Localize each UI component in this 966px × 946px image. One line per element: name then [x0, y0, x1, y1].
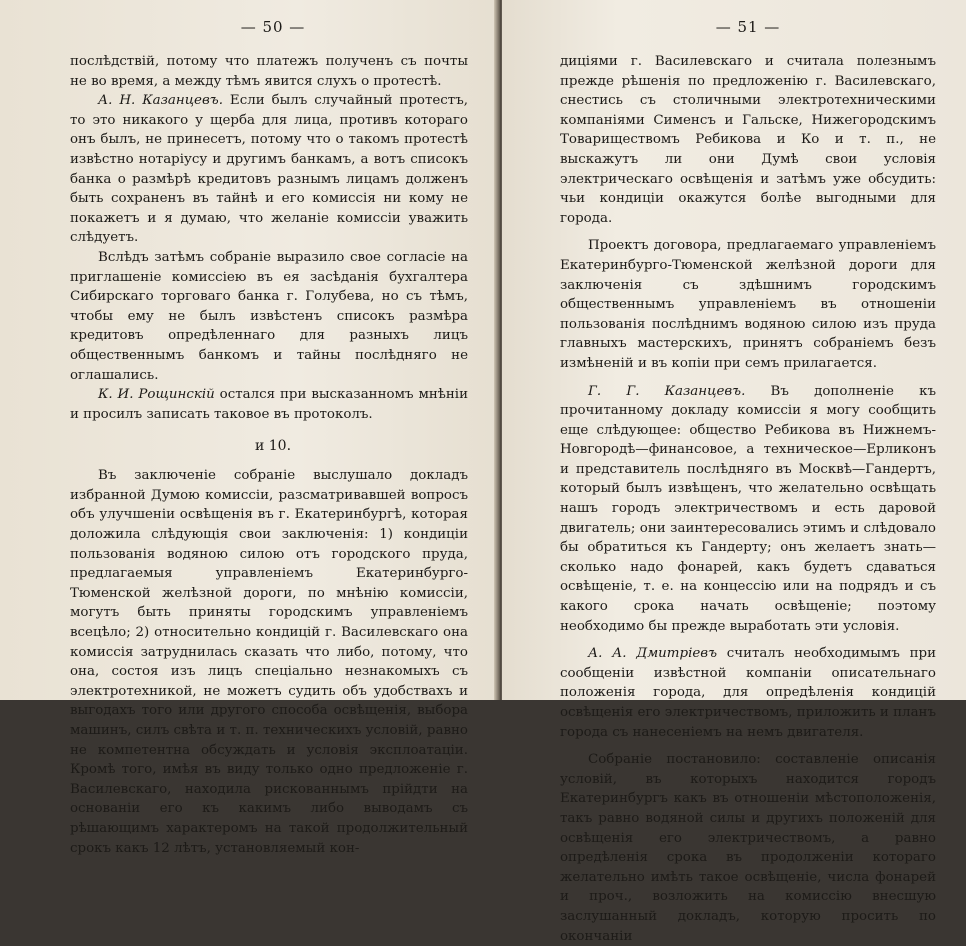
- paragraph-resolution: Собраніе постановило: составленіе описанія условій, въ которыхъ находится городъ Екатеринбургъ какъ въ отношеніи мѣстоположенія, такъ равно водяной силы и другихъ положеній для освѣщенія его электричествомъ, а равно опредѣленія срока въ продолженіи котораго желательно имѣть такое освѣщеніе, числа фонарей и проч., возложить на комиссію внесшую заслушанный докладъ, которую просить по окончаніи: [560, 752, 936, 944]
- paragraph-roshchinsky: [70, 385, 468, 424]
- speaker-name: А. А. Дмитріевъ: [588, 646, 718, 662]
- speaker-name: А. Н. Казанцевъ.: [98, 93, 223, 109]
- left-page: [0, 0, 498, 856]
- right-page: [502, 0, 966, 944]
- paragraph-contract-draft: Проектъ договора, предлагаемаго управленіемъ Екатеринбурго-Тюменской желѣзной дороги для заключенія съ здѣшнимъ городскимъ общественнымъ управленіемъ въ отношеніи пользованія послѣднимъ водяною силою изъ пруда главныхъ мастерскихъ, принятъ собраніемъ безъ измѣненій и въ копіи при семъ прилагается.: [560, 238, 936, 371]
- speaker-text: Въ дополненіе къ прочитанному докладу комиссіи я могу сообщить еще слѣдующее: общество Ребикова въ Нижнемъ-Новгородѣ—финансовое, а техническое—Ерликонъ и представитель послѣдняго въ Москвѣ—Гандертъ, который былъ извѣщенъ, что желательно освѣщать нашъ городъ электричествомъ и есть даровой двигатель; они заинтересовались этимъ и слѣдовало бы обратиться къ Гандерту; онъ желаетъ знать—сколько надо фонарей, какъ будетъ сдаваться освѣщеніе, т. е. на концессію или на подрядъ и съ какого срока начать освѣщеніе; поэтому необходимо бы прежде выработать эти условія.: [560, 383, 936, 634]
- speaker-name: К. И. Рощинскій: [98, 387, 215, 403]
- paragraph-kazantsev-gg: [560, 382, 936, 637]
- paragraph-dmitriev: [560, 644, 936, 742]
- paragraph-assembly-consent: Вслѣдъ затѣмъ собраніе выразило свое согласіе на приглашеніе комиссіею въ ея засѣданія бухгалтера Сибирскаго торговаго банка г. Голубева, но съ тѣмъ, чтобы ему не былъ извѣстенъ списокъ размѣра кредитовъ опредѣленнаго для разныхъ лицъ общественнымъ банкомъ и тайны послѣдняго не оглашались.: [70, 249, 468, 383]
- page-number-left: — 50 —: [240, 18, 306, 36]
- speaker-name: Г. Г. Казанцевъ.: [588, 383, 746, 399]
- section-heading: и 10.: [254, 438, 292, 455]
- speaker-text: считалъ необходимымъ при сообщеніи извѣстной компаніи описательнаго положенія города, для опредѣленія кондицій освѣщенія его электричествомъ, приложить и планъ города съ нанесеніемъ на немъ двигателя.: [560, 646, 936, 740]
- paragraph-continuation: послѣдствій, потому что платежъ полученъ съ почты не во время, а между тѣмъ явится слухъ о протестѣ.: [70, 54, 468, 89]
- speaker-text: остался при высказанномъ мнѣніи и просилъ записать таковое въ протоколъ.: [70, 387, 468, 422]
- page-number-right: — 51 —: [715, 18, 781, 36]
- paragraph-continuation: диціями г. Василевскаго и считала полезнымъ прежде рѣшенія по предложенію г. Василевскаго, снестись съ столичными электротехническими компаніями Сименсъ и Гальске, Нижегородскимъ Товариществомъ Ребикова и Ко и т. п., не выскажутъ ли они Думѣ свои условія электрическаго освѣщенія и затѣмъ уже обсудить: чьи кондиціи окажутся болѣе выгодными для города.: [560, 54, 936, 226]
- speaker-text: Если былъ случайный протестъ, то это никакого у щерба для лица, противъ котораго онъ былъ, не принесетъ, потому что о такомъ протестѣ извѣстно нотаріусу и другимъ банкамъ, а вотъ списокъ банка о размѣрѣ кредитовъ разнымъ лицамъ долженъ быть сохраненъ въ тайнѣ и его комиссія ни кому не покажетъ и я думаю, что желаніе комиссіи уважить слѣдуетъ.: [70, 93, 468, 246]
- paragraph-kazantsev: [70, 91, 468, 248]
- paragraph-commission-report: Въ заключеніе собраніе выслушало докладъ избранной Думою комиссіи, разсматривавшей вопросъ объ улучшеніи освѣщенія въ г. Екатеринбургѣ, которая доложила слѣдующія свои заключенія: 1) кондиціи пользованія водяною силою отъ городского пруда, предлагаемыя управленіемъ Екатеринбурго-Тюменской желѣзной дороги, по мнѣнію комиссіи, могутъ быть приняты городскимъ управленіемъ всецѣло; 2) относительно кондицій г. Василевскаго она комиссія затруднилась сказать что либо, потому, что она, состоя изъ лицъ спеціально незнакомыхъ съ электротехникой, не можетъ судить объ удобствахъ и выгодахъ того или другого способа освѣщенія, выбора машинъ, силъ свѣта и т. п. техническихъ условій, равно не компетентна обсуждать и условія эксплоатаціи. Кромѣ того, имѣя въ виду только одно предложеніе г. Василевскаго, находила рискованнымъ прійдти на основаніи его къ какимъ либо выводамъ съ рѣшающимъ характеромъ на такой продолжительный срокъ какъ 12 лѣтъ, установляемый кон-: [70, 468, 468, 856]
